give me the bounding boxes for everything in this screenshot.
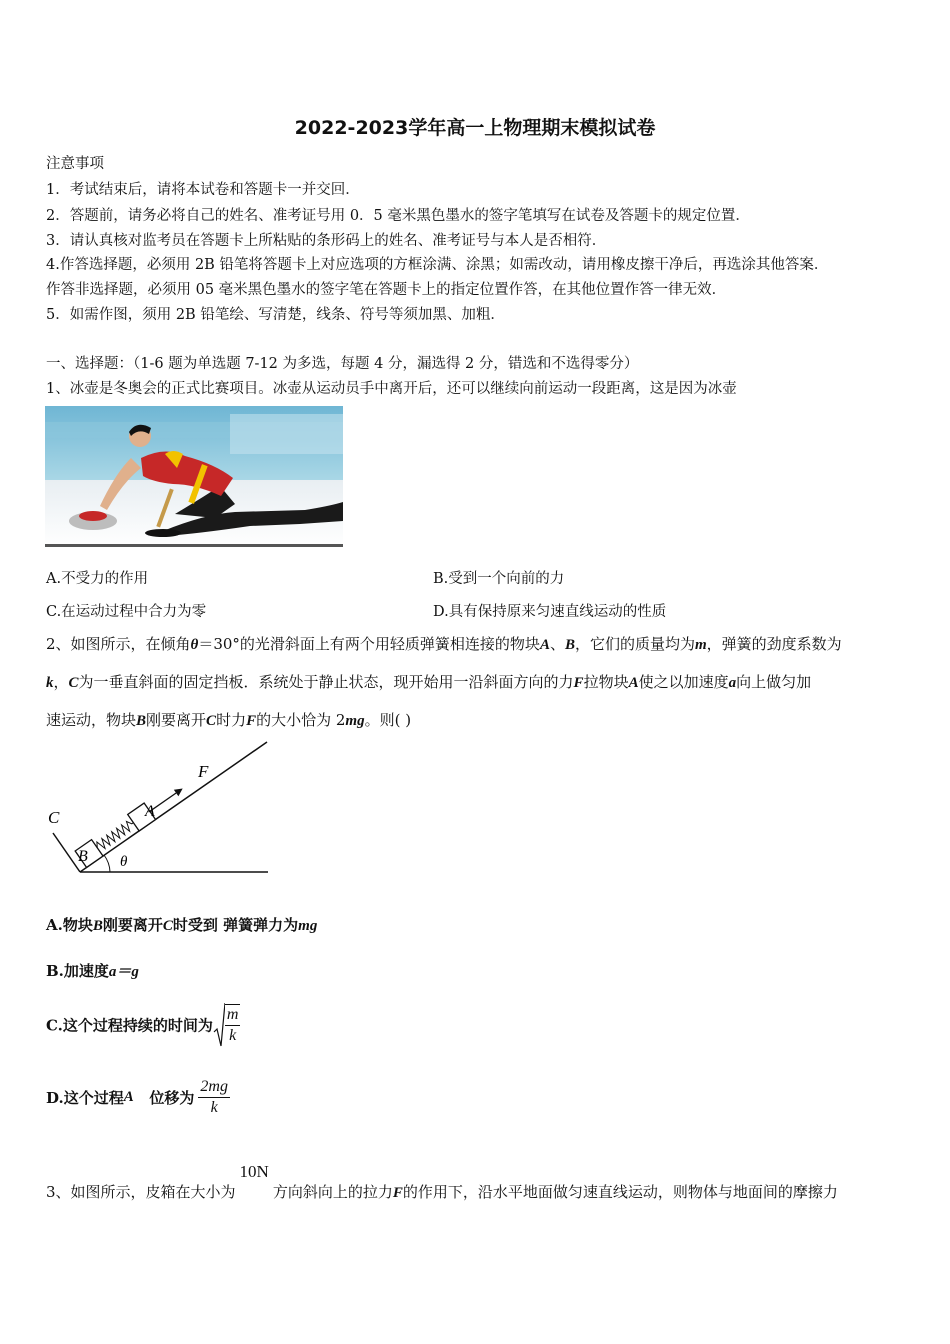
curling-photo-image (45, 406, 343, 547)
q2-var: F (246, 713, 257, 729)
q2-opt-var: B (92, 918, 103, 934)
q2-text: ＝30°的光滑斜面上有两个用轻质弹簧相连接的物块 (198, 635, 540, 653)
q2-opt-var: A (123, 1089, 134, 1105)
q2-var: a (728, 675, 737, 691)
angle-arc (104, 855, 110, 872)
q3-text: 方向斜向上的拉力 (272, 1183, 393, 1201)
q3-var: F (392, 1185, 403, 1201)
q2-text: ， (53, 673, 69, 691)
notice-item-4-cont: 作答非选择题，必须用 05 毫米黑色墨水的签字笔在答题卡上的指定位置作答，在其他位置作答一律无效． (46, 282, 727, 298)
exam-title: 2022-2023学年高一上物理期末模拟试卷 (294, 117, 656, 139)
q2-stem-line3 (46, 709, 411, 730)
q2-opt-text: C.这个过程持续的时间为 (46, 1016, 213, 1035)
q2-opt-text: 位移为 (133, 1089, 195, 1107)
fraction-denominator: k (210, 1099, 218, 1116)
q1-option-b: B.受到一个向前的力 (433, 571, 565, 587)
q2-var: A (628, 675, 639, 691)
q2-text: 刚要离开 (146, 711, 207, 729)
q3-force-value: 10N (239, 1162, 269, 1181)
q1-option-c: C.在运动过程中合力为零 (46, 604, 207, 620)
q2-option-b (46, 960, 139, 981)
q2-text: 为一垂直斜面的固定挡板．系统处于静止状态，现开始用一沿斜面方向的力 (78, 673, 574, 691)
q2-text: 向上做匀加 (736, 673, 812, 691)
fraction-numerator: 2mg (198, 1077, 230, 1098)
q2-opt-text: 刚要离开 (102, 916, 163, 934)
q2-stem-line1 (46, 633, 842, 654)
q2-option-a (46, 914, 317, 935)
q2-stem-line2 (46, 671, 811, 692)
curling-photo (45, 406, 343, 547)
label-f: F (198, 762, 209, 781)
q2-text: ，弹簧的劲度系数为 (706, 635, 842, 653)
q2-text: 拉物块 (583, 673, 629, 691)
displacement-fraction (198, 1077, 230, 1118)
q2-text: 时力 (216, 711, 247, 729)
section-heading: 一、选择题：（1-6 题为单选题 7-12 为多选，每题 4 分，漏选得 2 分，错选和不选得零分） (46, 356, 639, 372)
q3-text: 的作用下，沿水平地面做匀速直线运动，则物体与地面间的摩擦力 (402, 1183, 838, 1201)
q2-text: 的大小恰为 2 (256, 711, 346, 729)
notice-item-1: 1．考试结束后，请将本试卷和答题卡一并交回． (46, 182, 360, 198)
incline-diagram (40, 735, 280, 880)
label-b: B (78, 848, 88, 865)
incline-line (80, 742, 267, 872)
q2-var: F (573, 675, 584, 691)
q2-text: 、 (549, 635, 565, 653)
notice-item-5: 5．如需作图，须用 2B 铅笔绘、写清楚，线条、符号等须加黑、加粗． (46, 307, 505, 323)
fraction-numerator: m (225, 1005, 241, 1026)
q2-text: 使之以加速度 (638, 673, 729, 691)
q2-text: 。则( ) (364, 711, 412, 729)
q3-stem (46, 1162, 838, 1202)
q2-var: C (68, 675, 79, 691)
q2-var: B (136, 713, 147, 729)
q1-option-a: A.不受力的作用 (46, 571, 149, 587)
q2-var: B (564, 637, 575, 653)
q2-text: 2、如图所示，在倾角 (46, 635, 191, 653)
q2-opt-var: mg (298, 918, 318, 934)
label-c: C (48, 808, 60, 827)
q2-var: mg (345, 713, 365, 729)
label-theta: θ (120, 854, 128, 870)
q2-text: ，它们的质量均为 (574, 635, 695, 653)
q3-text: 3、如图所示，皮箱在大小为 (46, 1183, 236, 1201)
q2-option-c (46, 1002, 240, 1048)
q2-text: 速运动，物块 (46, 711, 137, 729)
notice-item-4: 4.作答选择题，必须用 2B 铅笔将答题卡上对应选项的方框涂满、涂黑；如需改动，请用橡皮擦干净后，再选涂其他答案． (46, 257, 829, 273)
label-a: A (145, 803, 155, 820)
q2-var: C (206, 713, 217, 729)
q1-option-d: D.具有保持原来匀速直线运动的性质 (433, 604, 667, 620)
q2-var: k (46, 675, 54, 691)
q2-option-d (46, 1077, 230, 1118)
notice-heading: 注意事项 (46, 156, 104, 172)
force-arrowhead (174, 785, 185, 796)
q2-opt-text: D.这个过程 (46, 1089, 124, 1107)
q2-opt-text: B.加速度 (46, 962, 109, 980)
sqrt-sign (213, 1002, 225, 1048)
q2-var: m (695, 637, 707, 653)
q2-opt-text: 时受到 弹簧弹力为 (172, 916, 299, 934)
sqrt-fraction (225, 1004, 241, 1046)
q2-opt-text: A.物块 (46, 916, 93, 934)
fraction-denominator: k (229, 1027, 237, 1044)
notice-item-2: 2．答题前，请务必将自己的姓名、准考证号用 0．5 毫米黑色墨水的签字笔填写在试卷及答题卡的规定位置． (46, 208, 750, 224)
q2-opt-var: C (162, 918, 173, 934)
q2-var: A (539, 637, 550, 653)
q2-var: θ (190, 637, 199, 653)
notice-item-3: 3．请认真核对监考员在答题卡上所粘贴的条形码上的姓名、准考证号与本人是否相符． (46, 233, 607, 249)
q2-opt-var: a＝g (108, 964, 139, 980)
q1-stem: 1、冰壶是冬奥会的正式比赛项目。冰壶从运动员手中离开后，还可以继续向前运动一段距离，这是因为冰壶 (46, 381, 737, 397)
